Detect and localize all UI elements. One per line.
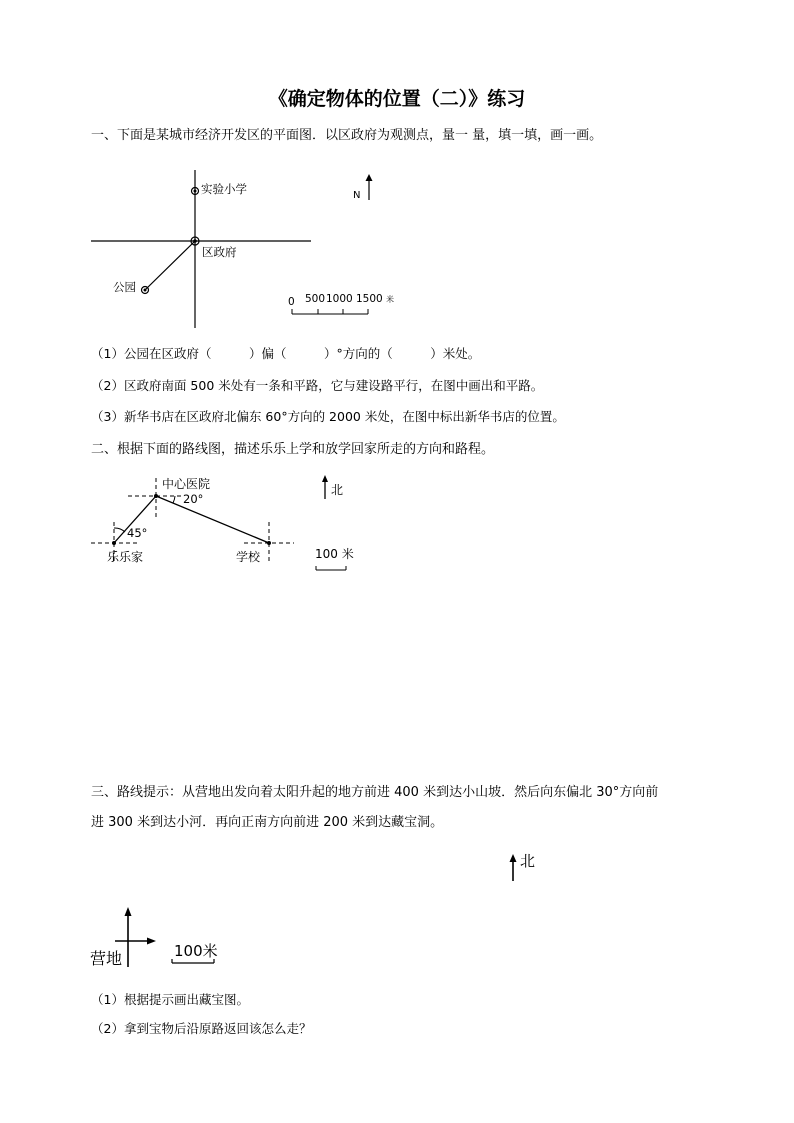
scale-label-3: 100米 xyxy=(174,942,218,960)
scale-label-2: 100 米 xyxy=(315,547,354,561)
north-label: N xyxy=(353,190,361,201)
angle-hospital-label: 20° xyxy=(183,492,204,506)
section1-item-1: （1）公园在区政府（ ）偏（ ）°方向的（ ）米处。 xyxy=(91,346,481,361)
section1-item-2: （2）区政府南面 500 米处有一条和平路，它与建设路平行，在图中画出和平路。 xyxy=(91,378,544,393)
page-title: 《确定物体的位置（二）》练习 xyxy=(268,88,526,110)
section1-heading: 一、下面是某城市经济开发区的平面图．以区政府为观测点，量一 量，填一填，画一画。 xyxy=(91,128,603,143)
home-label: 乐乐家 xyxy=(107,550,144,564)
school-label-2: 学校 xyxy=(236,550,261,564)
section3-item-1: （1）根据提示画出藏宝图。 xyxy=(91,992,249,1007)
scale-label-0: 0 xyxy=(288,296,295,308)
scale-label-500: 500 xyxy=(305,293,326,305)
section3-heading-line2: 进 300 米到达小河．再向正南方向前进 200 米到达藏宝洞。 xyxy=(91,815,444,830)
section3-heading-line1: 三、路线提示：从营地出发向着太阳升起的地方前进 400 米到达小山坡．然后向东偏北 30°方向前 xyxy=(91,785,659,800)
angle-home-label: 45° xyxy=(127,526,148,540)
section3-item-2: （2）拿到宝物后沿原路返回该怎么走？ xyxy=(91,1021,312,1036)
scale-label-unit: 米 xyxy=(386,295,394,304)
scale-label-1000: 1000 xyxy=(326,293,353,305)
north-label-2: 北 xyxy=(331,483,344,497)
school-label: 实验小学 xyxy=(201,182,247,196)
section1-item-3: （3）新华书店在区政府北偏东 60°方向的 2000 米处，在图中标出新华书店的位置。 xyxy=(91,409,565,424)
camp-label: 营地 xyxy=(90,949,123,968)
gov-label: 区政府 xyxy=(202,245,237,259)
scale-label-1500: 1500 xyxy=(356,293,383,305)
north-label-3: 北 xyxy=(520,852,536,870)
park-label: 公园 xyxy=(113,280,136,294)
section2-heading: 二、根据下面的路线图，描述乐乐上学和放学回家所走的方向和路程。 xyxy=(91,442,495,457)
hospital-label: 中心医院 xyxy=(162,477,211,491)
